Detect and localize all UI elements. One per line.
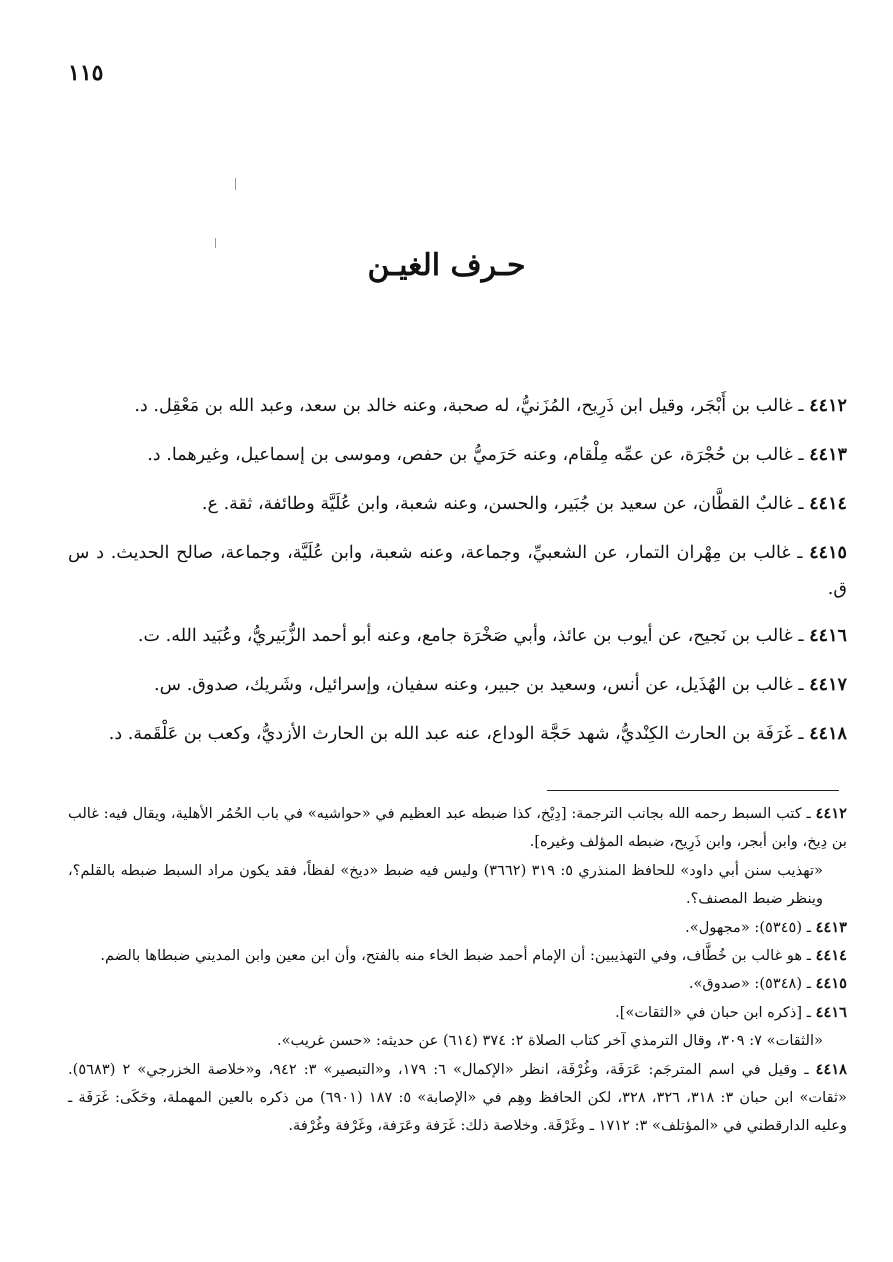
footnote-text: «تهذيب سنن أبي داود» للحافظ المنذري ٥: ٣١٩ (٣٦٦٢) وليس فيه ضبط «ديخ» لفظاً، فقد يكون مراد السبط ضبطه بالقلم؟، وينظر ضبط المصنف؟. xyxy=(68,861,823,908)
footnote-text: ـ وقيل في اسم المترجَم: عَرَفَة، وغُرْفَة، انظر «الإكمال» ٦: ١٧٩، و«التبصير» ٣: ٩٤٢، و«خلاصة الخزرجي» ٢ (٥٦٨٣). «ثقات» ابن حبان ٣: ٣١٨، ٣٢٦، ٣٢٨، لكن الحافظ وهِم في «الإصابة» ٥: ١٨٧ (٦٩٠١) من ذكره بالعين المهملة، وحَكَى: غَرَفَة ـ وعليه الدارقطني في «المؤتلف» ٣: ١٧١٢ ـ وغَرْفَة. وخلاصة ذلك: غَرَفة وعَرَفة، وغَرْفة وغُرْفة. xyxy=(68,1060,847,1135)
footnote-divider xyxy=(547,790,839,791)
entry-4418 xyxy=(68,716,847,752)
chapter-title: حـرف الغيـن xyxy=(367,248,526,283)
entry-number: ٤٤١٥ xyxy=(809,542,847,563)
footnote-number: ٤٤١٤ xyxy=(815,947,847,965)
footnote-text: «الثقات» ٧: ٣٠٩، وقال الترمذي آخر كتاب الصلاة ٢: ٣٧٤ (٦١٤) عن حديثه: «حسن غريب». xyxy=(276,1032,823,1050)
page-number: ١١٥ xyxy=(68,60,104,86)
entry-4416 xyxy=(68,618,847,654)
footnote-number: ٤٤١٢ xyxy=(815,805,847,822)
footnote-text: ـ [ذكره ابن حبان في «الثقات»]. xyxy=(615,1003,816,1021)
entry-text: ـ غالب بن نَجيح، عن أيوب بن عائذ، وأبي صَخْرَة جامع، وعنه أبو أحمد الزُّبَيريُّ، وعُبَيد الله. ت. xyxy=(137,626,810,646)
footnote-number: ٤٤١٦ xyxy=(815,1003,847,1021)
footnote-4413 xyxy=(68,914,847,942)
footnote-text: ـ (٥٣٤٨): «صدوق». xyxy=(688,975,816,993)
entry-text: ـ غالب بن الهُذَيل، عن أنس، وسعيد بن جبير، وعنه سفيان، وإسرائيل، وشَريك، صدوق. س. xyxy=(154,675,810,695)
entry-4414 xyxy=(68,486,847,522)
entry-4417 xyxy=(68,667,847,703)
entry-number: ٤٤١٢ xyxy=(809,395,847,416)
entries-list xyxy=(68,388,847,765)
entry-4412 xyxy=(68,388,847,424)
footnote-continuation xyxy=(68,1027,847,1055)
footnote-4414 xyxy=(68,942,847,970)
entry-number: ٤٤١٧ xyxy=(809,674,847,695)
footnote-number: ٤٤١٨ xyxy=(815,1060,847,1078)
scan-mark xyxy=(235,178,236,190)
footnote-text: ـ كتب السبط رحمه الله بجانب الترجمة: [دِيْخ، كذا ضبطه عبد العظيم في «حواشيه» في باب الحُمُر الأهلية، ويقال فيه: غالب بن دِيخ، وابن أبجر، وابن ذَرِيح، ضبطه المؤلف وغيره]. xyxy=(68,805,847,851)
footnote-4418 xyxy=(68,1056,847,1141)
entry-text: ـ غالب بن أَبْجَر، وقيل ابن ذَرِيح، المُزَنيُّ، له صحبة، وعنه خالد بن سعد، وعبد الله بن مَعْقِل. د. xyxy=(134,396,810,416)
footnote-text: ـ (٥٣٤٥): «مجهول». xyxy=(685,918,816,936)
entry-number: ٤٤١٦ xyxy=(809,625,847,646)
footnote-4416 xyxy=(68,999,847,1027)
footnote-continuation xyxy=(68,857,847,914)
footnote-4412 xyxy=(68,800,847,857)
footnotes xyxy=(68,800,847,1141)
entry-number: ٤٤١٣ xyxy=(809,444,847,465)
entry-number: ٤٤١٨ xyxy=(809,723,847,744)
entry-4415 xyxy=(68,535,847,607)
entry-text: ـ غالبٌ القطَّان، عن سعيد بن جُبَير، والحسن، وعنه شعبة، وابن عُلَيَّة وطائفة، ثقة. ع. xyxy=(201,494,810,514)
scan-mark xyxy=(215,238,216,248)
entry-text: ـ غالب بن مِهْران التمار، عن الشعبيِّ، وجماعة، وعنه شعبة، وابن عُلَيَّة، وجماعة، صالح الحديث. د س ق. xyxy=(68,543,847,599)
entry-4413 xyxy=(68,437,847,473)
footnote-number: ٤٤١٥ xyxy=(815,975,847,993)
entry-number: ٤٤١٤ xyxy=(809,493,847,514)
footnote-4415 xyxy=(68,970,847,998)
footnote-text: ـ هو غالب بن خُطَّاف، وفي التهذيبين: أن الإمام أحمد ضبط الخاء منه بالفتح، وأن ابن معين وابن المديني ضبطاها بالضم. xyxy=(100,947,816,965)
entry-text: ـ غالب بن حُجْرَة، عن عمِّه مِلْقام، وعنه حَرَميُّ بن حفص، وموسى بن إسماعيل، وغيرهما. د. xyxy=(147,445,810,465)
entry-text: ـ غَرَفَة بن الحارث الكِنْديُّ، شهد حَجَّة الوداع، عنه عبد الله بن الحارث الأزديُّ، وكعب بن عَلْقَمة. د. xyxy=(108,724,810,744)
footnote-number: ٤٤١٣ xyxy=(815,918,847,936)
